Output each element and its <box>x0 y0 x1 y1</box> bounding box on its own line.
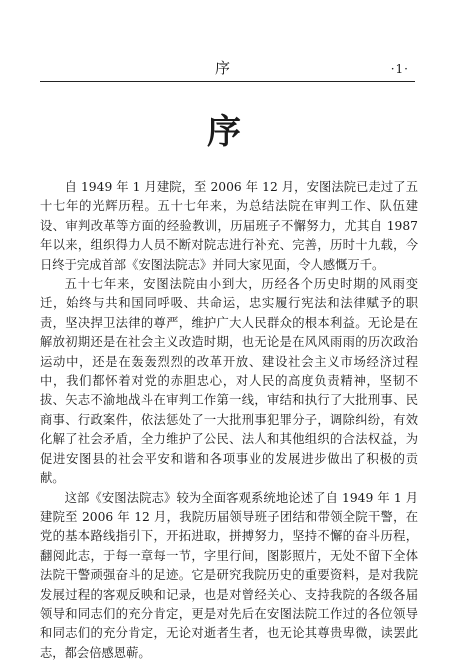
paragraph: 自 1949 年 1 月建院，至 2006 年 12 月，安图法院已走过了五十七年的光辉历程。五十七年来，为总结法院在审判工作、队伍建设、审判改革等方面的经验教训，历届班子不懈努力，尤其自 1987 年以来，组织得力人员不断对院志进行补充、完善，历时十九载，今日终于完成首部《安图法院志》并同大家见面，令人感慨万千。 <box>40 178 418 275</box>
chapter-title: 序 <box>0 112 450 152</box>
header-rule <box>40 81 415 82</box>
body-text <box>40 178 418 663</box>
paragraph: 五十七年来，安图法院由小到大，历经各个历史时期的风雨变迁，始终与共和国同呼吸、共命运，忠实履行宪法和法律赋予的职责，坚决捍卫法律的尊严，维护广大人民群众的根本利益。无论是在解放初期还是在社会主义改造时期，也无论是在风风雨雨的历次政治运动中，还是在轰轰烈烈的改革开放、建设社会主义市场经济过程中，我们都怀着对党的赤胆忠心，对人民的高度负责精神，坚韧不拔、矢志不渝地战斗在审判工作第一线，审结和执行了大批刑事、民商事、行政案件，依法惩处了一大批刑事犯罪分子，调除纠纷，有效化解了社会矛盾，全力维护了公民、法人和其他组织的合法权益，为促进安图县的社会平安和谐和各项事业的发展进步做出了积极的贡献。 <box>40 275 418 488</box>
running-title: 序 <box>215 58 230 78</box>
running-header <box>40 58 415 80</box>
page-number: ·1· <box>391 60 409 78</box>
paragraph: 这部《安图法院志》较为全面客观系统地论述了自 1949 年 1 月建院至 2006 年 12 月，我院历届领导班子团结和带领全院干警，在党的基本路线指引下，开拓进取，拼搏努力，坚持不懈的奋斗历程，翻阅此志，于每一章每一节，字里行间，图影照片，无处不留下全体法院干警顽强奋斗的足迹。它是研究我院历史的重要资料，是对我院发展过程的客观反映和记录，也是对曾经关心、支持我院的各级各届领导和同志们的充分肯定，更是对先后在安图法院工作过的各位领导和同志们的充分肯定，无论对逝者生者，也无论其尊贵卑微，读罢此志，都会倍感恩蕲。 <box>40 489 418 663</box>
